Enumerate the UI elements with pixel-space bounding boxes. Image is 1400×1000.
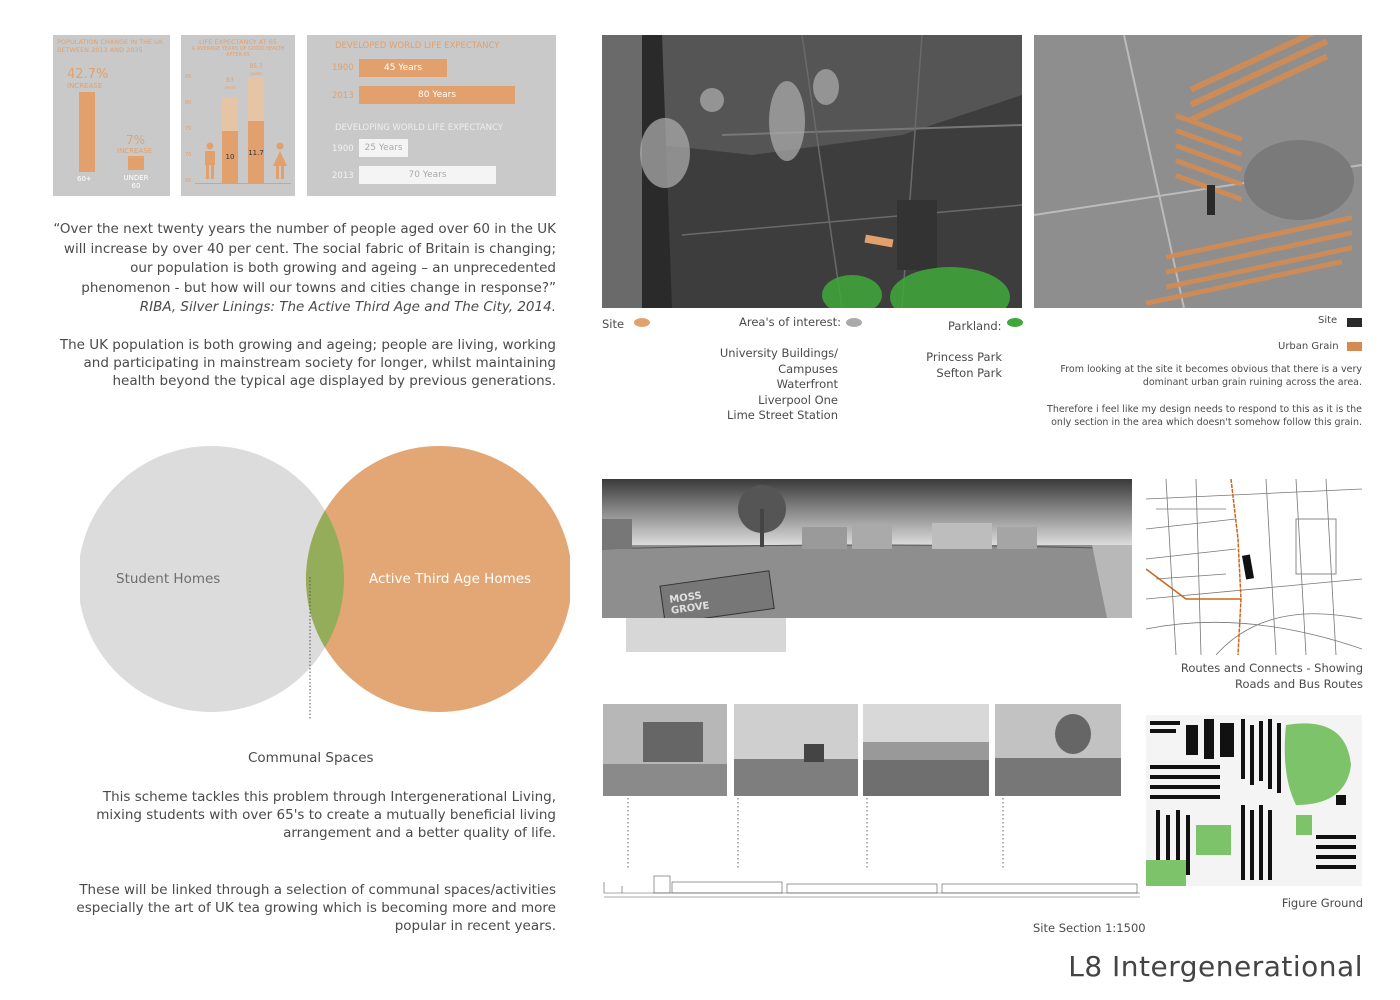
under60-percent: 7%: [126, 133, 146, 147]
male-health-value: 10: [225, 153, 235, 161]
legend-site-label: Site: [602, 317, 625, 331]
area-of-interest-blob: [813, 69, 839, 105]
site-section-caption: Site Section 1:1500: [1033, 921, 1146, 935]
over60-percent: 42.7%: [67, 67, 109, 82]
area-item: Liverpool One: [758, 392, 838, 407]
under60-label: UNDER 60: [123, 174, 149, 190]
panorama-overlay: [626, 618, 786, 652]
figure-ground-map: [1146, 715, 1362, 886]
legend-parkland-label: Parkland:: [948, 319, 1002, 333]
routes-caption: Routes and Connects - Showing Roads and Bus Routes: [1180, 661, 1363, 691]
park-item: Sefton Park: [936, 365, 1002, 380]
intro-paragraph: The UK population is both growing and ageing; people are living, working and participating in mainstream society for longer, whilst maintaining health beyond the typical age displayed by previous generations.: [59, 337, 556, 389]
male-total-sub: years: [224, 85, 236, 90]
over60-label: 60+: [77, 175, 92, 183]
figure-ground-green: [1196, 825, 1231, 855]
life-exp-subtitle: & AVERAGE YEARS OF GOOD HEALTH AFTER 65: [191, 46, 285, 58]
quote-text: “Over the next twenty years the number of people aged over 60 in the UK will increase by over 40 per cent. The social fabric of Britain is changing; our population is both growing and ageing – an unprecedented phenomenon - but how will our towns and cities change in response?”: [53, 221, 556, 296]
female-health-value: 11.7: [248, 149, 264, 157]
photo-tree: [1055, 714, 1091, 754]
aerial-map-svg: [602, 35, 1022, 308]
developing-1900-year: 1900: [332, 144, 354, 154]
life-exp-title: LIFE EXPECTANCY AT 65: [198, 38, 278, 46]
routes-map: [1146, 479, 1362, 655]
developing-title: DEVELOPING WORLD LIFE EXPECTANCY: [335, 123, 503, 133]
area-item: Campuses: [778, 361, 838, 376]
under60-bar: [128, 156, 144, 170]
section-leaders: [602, 798, 1142, 908]
venn-right-label: Active Third Age Homes: [369, 571, 532, 587]
under60-increase: INCREASE: [117, 147, 153, 155]
venn-left-label: Student Homes: [116, 571, 221, 587]
figure-ground-caption: Figure Ground: [1281, 896, 1363, 910]
legend-site-swatch: [634, 318, 650, 327]
area-of-interest-blob: [700, 88, 724, 112]
street-photo-3: [863, 704, 989, 796]
legend-parkland-swatch: [1007, 318, 1023, 327]
photo-ground: [603, 764, 727, 796]
legend-urban-grain-swatch: [1347, 342, 1362, 351]
bus-route: [1231, 479, 1241, 655]
area-item: Lime Street Station: [726, 408, 838, 422]
scheme-paragraph: This scheme tackles this problem through Intergenerational Living, mixing students with over 65's to create a mutually beneficial living arrangement and a better quality of life.: [96, 789, 556, 841]
linked-paragraph: These will be linked through a selection of communal spaces/activities especially the art of UK tea growing which is becoming more and more popular in recent years.: [76, 882, 556, 934]
photo-road: [863, 760, 989, 796]
developed-1900-year: 1900: [332, 63, 354, 73]
urban-grain-map: [1034, 35, 1362, 308]
axis-tick: 80: [185, 100, 192, 106]
photo-houses: [863, 742, 989, 760]
over60-bar: [79, 92, 95, 172]
grain-text-2: Therefore i feel like my design needs to respond to this as it is the only section in the area which doesn't somehow follow this grain.: [1047, 404, 1362, 428]
legend-areas-swatch: [846, 318, 862, 327]
developed-2013-bar: 80 Years: [359, 86, 515, 104]
developing-1900-bar: 25 Years: [359, 139, 408, 157]
site-route-marker: [1242, 554, 1254, 579]
figure-ground-green: [1296, 815, 1312, 835]
axis-tick: 70: [185, 152, 192, 158]
project-title: L8 Intergenerational: [1068, 950, 1363, 983]
photo-building: [804, 744, 824, 762]
moss-grove-sign-text: MOSS GROVE: [668, 590, 711, 617]
baseline: [195, 183, 291, 184]
male-figure-icon: [203, 142, 217, 180]
female-total-value: 85.7: [249, 63, 263, 70]
quote-source: RIBA, Silver Linings: The Active Third Age and The City, 2014.: [139, 299, 556, 315]
photo-billboard: [643, 722, 703, 762]
population-change-title: POPULATION CHANGE IN THE UK BETWEEN 2013 AND 2035: [57, 38, 164, 54]
photo-road: [995, 758, 1121, 796]
legend-site-dark-label: Site: [1318, 315, 1338, 326]
area-item: Waterfront: [776, 377, 838, 391]
legend-areas-label: Area's of interest:: [739, 315, 842, 329]
areas-list: [700, 346, 838, 424]
axis-tick: 75: [185, 126, 192, 132]
area-of-interest-blob: [640, 118, 690, 188]
aerial-map-areas: [602, 35, 1022, 308]
developed-title: DEVELOPED WORLD LIFE EXPECTANCY: [335, 41, 500, 51]
photo-ground: [734, 759, 858, 796]
female-total-sub: years: [250, 71, 262, 76]
park-item: Princess Park: [926, 350, 1002, 364]
population-change-panel: [53, 35, 170, 196]
legend-urban-grain-label: Urban Grain: [1278, 341, 1339, 352]
female-figure-icon: [272, 142, 288, 180]
parks-list: [900, 350, 1002, 381]
figure-ground-svg: [1146, 715, 1362, 886]
area-of-interest-blob: [769, 81, 805, 161]
developed-1900-bar: 45 Years: [359, 59, 447, 77]
urban-grain-svg: [1034, 35, 1362, 308]
axis-tick: 85: [185, 74, 192, 80]
site-section-drawing: [604, 876, 1140, 897]
street-photo-1: [603, 704, 727, 796]
street-photo-2: [734, 704, 858, 796]
developing-2013-bar: 70 Years: [359, 166, 496, 184]
routes-svg: [1146, 479, 1362, 655]
world-life-expectancy-panel: [307, 35, 556, 196]
area-item: University Buildings/: [719, 346, 838, 360]
over60-increase: INCREASE: [67, 82, 103, 90]
street-photo-4: [995, 704, 1121, 796]
figure-ground-green: [1146, 860, 1186, 886]
grain-text-1: From looking at the site it becomes obvious that there is a very dominant urban grain ruining across the area.: [1060, 364, 1362, 388]
legend-site-dark-swatch: [1347, 318, 1362, 327]
riba-quote: [53, 220, 556, 318]
life-expectancy-panel: [181, 35, 295, 196]
site-dark-marker: [1207, 185, 1215, 215]
male-total-value: 83: [226, 77, 234, 84]
developing-2013-year: 2013: [332, 171, 354, 181]
axis-tick: 65: [185, 178, 192, 184]
life-exp-axis: [185, 73, 197, 193]
venn-overlap-label: Communal Spaces: [248, 750, 374, 766]
developed-2013-year: 2013: [332, 91, 354, 101]
